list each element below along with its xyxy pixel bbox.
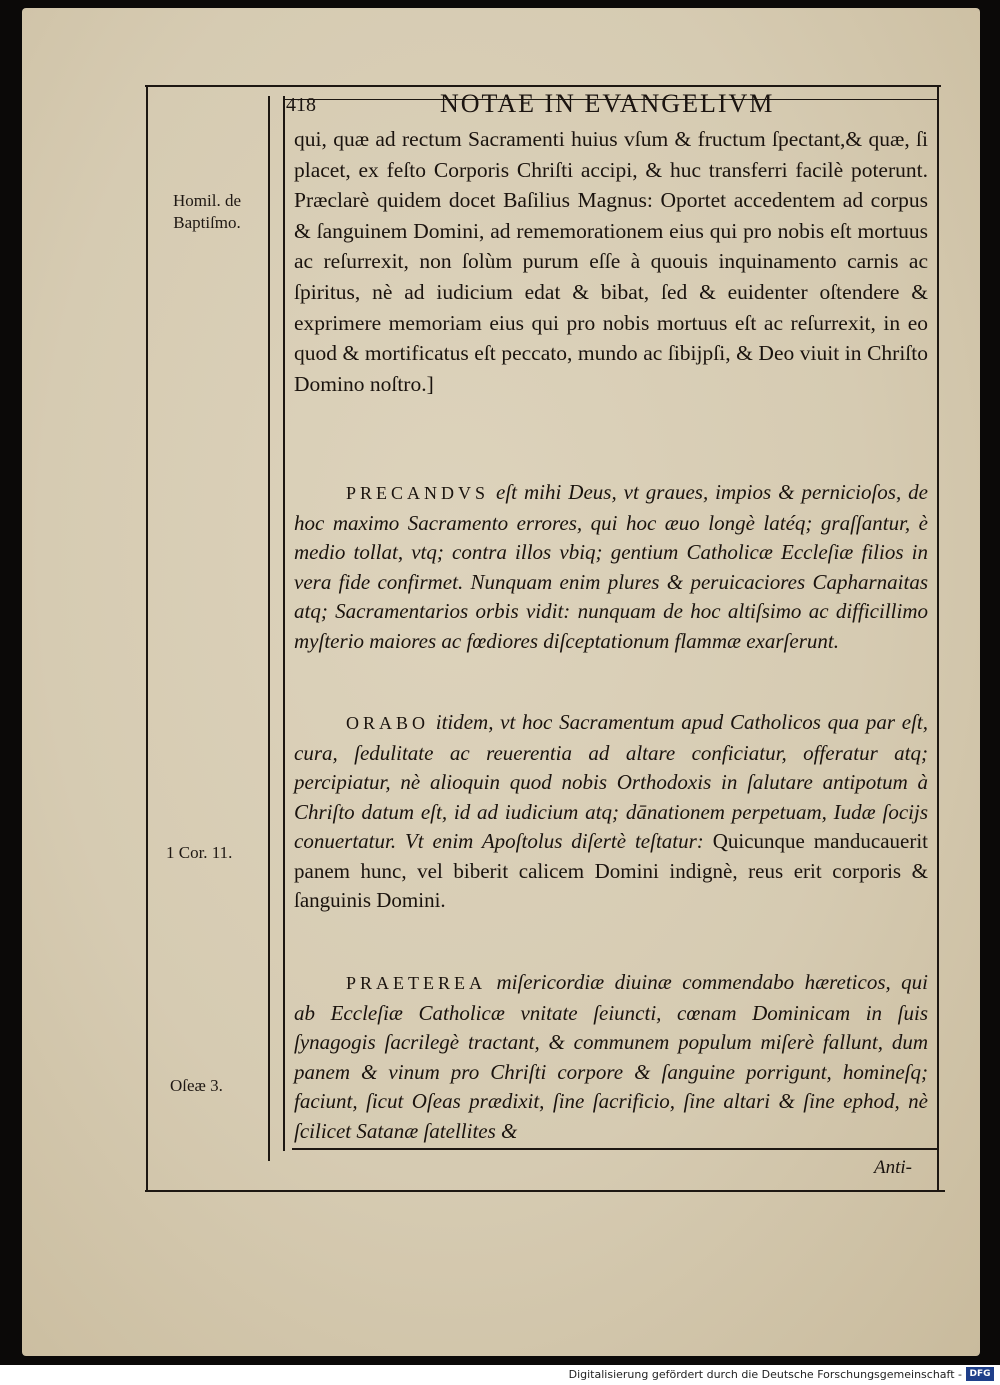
footer-rule	[292, 1148, 937, 1150]
paragraph-text: miſericordiæ diuinæ commendabo hæreticos, qui ab Eccleſiæ Catholicæ vnitate ſeiuncti, cœnam Dominicam in ſuis ſynagogis ſacrilegè tractant, & communem populum miſerè fallunt, dum panem & vinum pro Chriſti corpore & ſanguine porrigunt, homineſq; faciunt, ſicut Oſeas prædixit, ſine ſacrificio, ſine altari & ſine ephod, nè ſcilicet Satanæ ſatellites &	[294, 970, 928, 1143]
paragraph-2	[294, 478, 928, 656]
margin-note-osee: Oſeæ 3.	[170, 1076, 223, 1095]
dfg-logo: DFG	[966, 1367, 994, 1381]
paragraph-4	[294, 968, 928, 1146]
header-rule	[145, 85, 941, 87]
running-head: NOTAE IN EVANGELIVM	[440, 89, 775, 118]
margin-note-line: Baptiſmo.	[173, 213, 241, 232]
catchword: Anti-	[874, 1157, 912, 1178]
margin-rule-inner	[268, 96, 270, 1161]
scripture-quote: Quicunque manducauerit panem hunc, vel biberit calicem Domini indignè, reus erit corporis & ſanguinis Domini.	[294, 829, 929, 912]
margin-note-cor: 1 Cor. 11.	[166, 843, 233, 862]
paragraph-1: qui, quæ ad rectum Sacramenti huius vſum & fructum ſpectant,& quæ, ſi placet, ex feſto Corporis Chriſti accipi, & huc transferri facilè poterunt. Præclarè quidem docet Baſilius Magnus: Oportet accedentem ad corpus & ſanguinem Domini, ad rememorationem eius qui pro nobis eſt mortuus ac reſurrexit, non ſolùm purum eſſe à quouis inquinamento carnis ac ſpiritus, nè ad iudicium edat & bibat, ſed & euidenter oſtendere & exprimere memoriam eius qui pro nobis mortuus eſt ac reſurrexit, in eo quod & mortificatus eſt peccato, mundo ac ſibijpſi, & Deo viuit in Chriſto Domino noſtro.]	[294, 127, 928, 396]
margin-note-homil	[148, 190, 266, 234]
paragraph-3	[294, 708, 928, 916]
paragraph-lead: PRECANDVS	[346, 483, 490, 503]
page-number: 418	[286, 94, 316, 116]
paragraph-text: itidem, vt hoc Sacramentum apud Catholicos qua par eſt, cura, ſedulitate ac reuerentia ad altare conficiatur, offeratur atq; percipiatur, nè alioquin quod nobis Orthodoxis in ſalutare antipotum à Chriſto datum eſt, id ad iudicium atq; dānationem perpetuam, Iudæ ſocijs conuertatur. Vt enim Apoſtolus diſertè teſtatur:	[294, 710, 928, 853]
footer-rule-outer	[145, 1190, 945, 1192]
margin-rule-left	[146, 85, 148, 1190]
text-rule-right	[937, 87, 939, 1190]
paragraph-text: eſt mihi Deus, vt graues, impios & pernicioſos, de hoc maximo Sacramento errores, qui hoc æuo longè latéq; graſſantur, è medio tollat, vtq; contra illos vbiq; gentium Catholicæ Eccleſiæ filios in vera fide confirmet. Nunquam enim plures & peruicaciores Capharnaitas atq; Sacramentarios orbis vidit: nunquam de hoc altiſsimo ac difficillimo myſterio maiores ac fœdiores diſceptationum flammæ exarſerunt.	[294, 480, 928, 653]
text-rule-left	[283, 96, 285, 1151]
footer-credit: Digitalisierung gefördert durch die Deutsche Forschungsgemeinschaft -	[568, 1368, 962, 1381]
paragraph-lead: PRAETEREA	[346, 973, 487, 993]
paragraph-lead: ORABO	[346, 713, 430, 733]
margin-note-line: Homil. de	[173, 191, 241, 210]
